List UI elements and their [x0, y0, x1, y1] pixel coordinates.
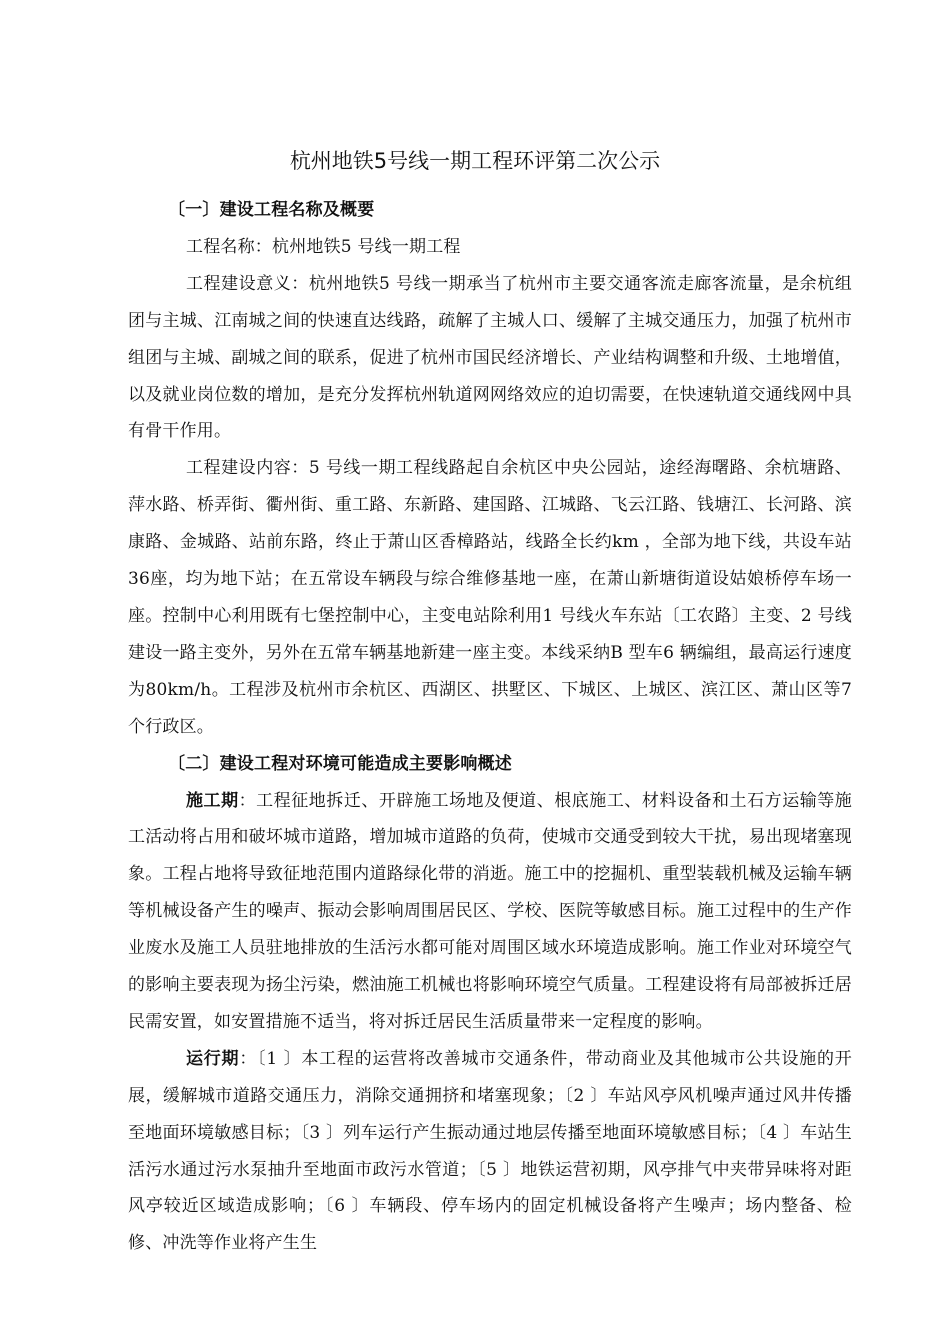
construction-period-text: ：工程征地拆迁、开辟施工场地及便道、根底施工、材料设备和土石方运输等施工活动将占用和破坏城市道路，增加城市道路的负荷，使城市交通受到较大干扰，易出现堵塞现象。工程占地将导致征地范围内道路绿化带的消逝。施工中的挖掘机、重型装载机械及运输车辆等机械设备产生的噪声、振动会影响周围居民区、学校、医院等敏感目标。施工过程中的生产作业废水及施工人员驻地排放的生活污水都可能对周围区域水环境造成影响。施工作业对环境空气的影响主要表现为扬尘污染，燃油施工机械也将影响环境空气质量。工程建设将有局部被拆迁居民需安置，如安置措施不适当，将对拆迁居民生活质量带来一定程度的影响。 [128, 790, 852, 1032]
paragraph-project-significance: 工程建设意义：杭州地铁5 号线一期承当了杭州市主要交通客流走廊客流量，是余杭组团与主城、江南城之间的快速直达线路，疏解了主城人口、缓解了主城交通压力，加强了杭州市组团与主城、副城之间的联系，促进了杭州市国民经济增长、产业结构调整和升级、土地增值，以及就业岗位数的增加，是充分发挥杭州轨道网网络效应的迫切需要，在快速轨道交通线网中具有骨干作用。 [128, 273, 852, 442]
document-title: 杭州地铁5号线一期工程环评第二次公示 [289, 149, 661, 173]
operation-period-label: 运行期 [186, 1048, 240, 1069]
operation-period-text: ：〔1 〕本工程的运营将改善城市交通条件，带动商业及其他城市公共设施的开展，缓解城市道路交通压力，消除交通拥挤和堵塞现象；〔2 〕车站风亭风机噪声通过风井传播至地面环境敏感目标；〔3 〕列车运行产生振动通过地层传播至地面环境敏感目标；〔4 〕车站生活污水通过污水泵抽升至地面市政污水管道；〔5 〕地铁运营初期，风亭排气中夹带异味将对距风亭较近区域造成影响；〔6 〕车辆段、停车场内的固定机械设备将产生噪声；场内整备、检修、冲洗等作业将产生生 [128, 1048, 852, 1254]
section-heading-2: 〔二〕建设工程对环境可能造成主要影响概述 [168, 753, 512, 774]
document-body [128, 192, 852, 1262]
paragraph-construction-period [128, 783, 852, 1041]
paragraph-operation-period [128, 1041, 852, 1262]
construction-period-label: 施工期 [186, 790, 239, 811]
section-heading-1: 〔一〕建设工程名称及概要 [168, 200, 375, 220]
paragraph-project-content: 工程建设内容：5 号线一期工程线路起自余杭区中央公园站，途经海曙路、余杭塘路、萍水路、桥弄街、衢州街、重工路、东新路、建国路、江城路、飞云江路、钱塘江、长河路、滨康路、金城路、站前东路，终止于萧山区香樟路站，线路全长约km ，全部为地下线，共设车站36座，均为地下站；在五常设车辆段与综合维修基地一座，在萧山新塘街道设姑娘桥停车场一座。控制中心利用既有七堡控制中心，主变电站除利用1 号线火车东站〔工农路〕主变、2 号线建设一路主变外，另外在五常车辆基地新建一座主变。本线采纳B 型车6 辆编组，最高运行速度为80km/h。工程涉及杭州市余杭区、西湖区、拱墅区、下城区、上城区、滨江区、萧山区等7 个行政区。 [128, 458, 852, 737]
paragraph-project-name: 工程名称：杭州地铁5 号线一期工程 [186, 236, 461, 257]
